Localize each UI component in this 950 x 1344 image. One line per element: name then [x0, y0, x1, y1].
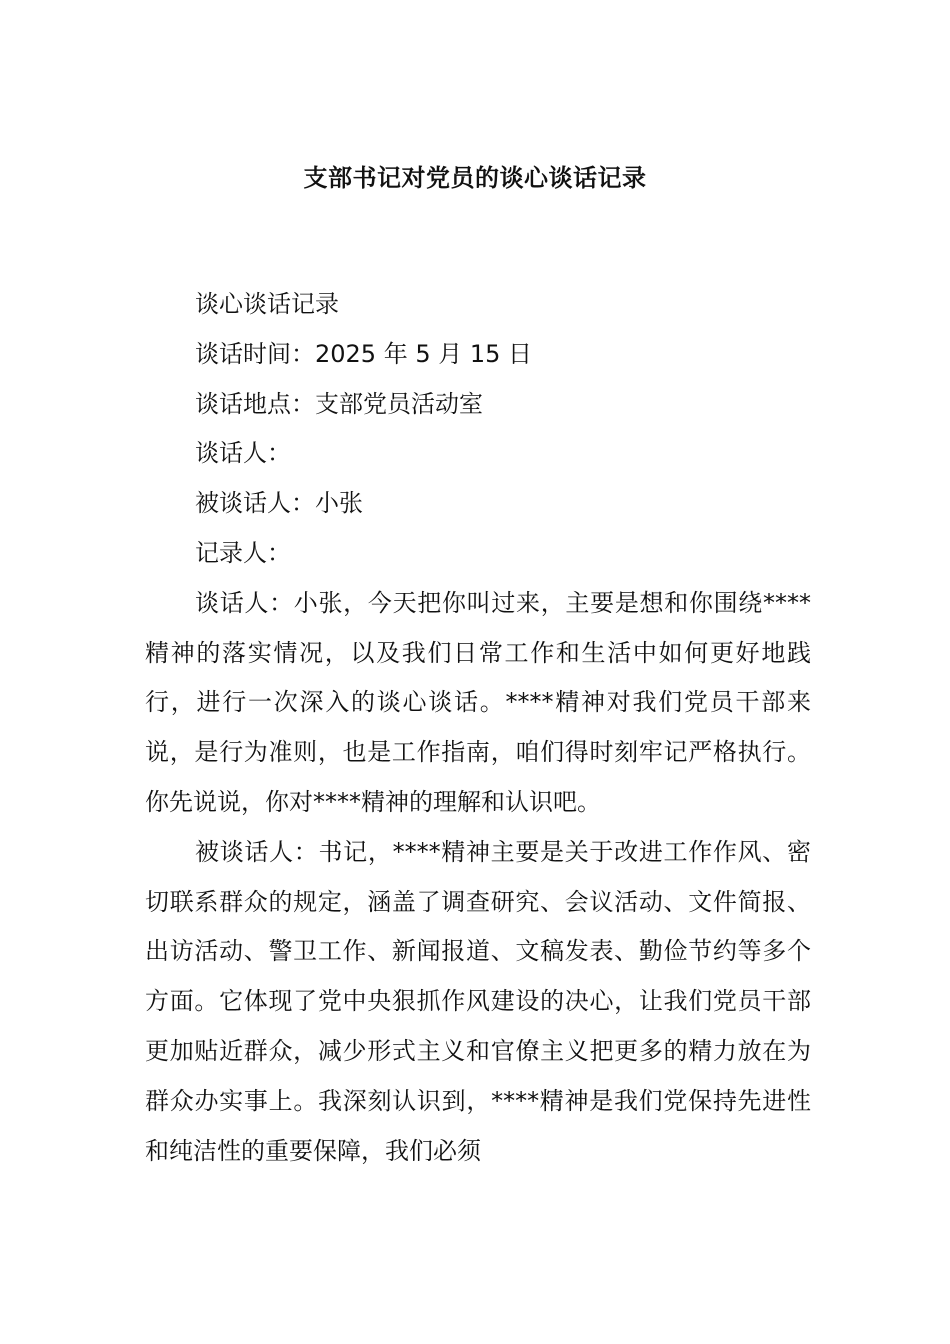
talk-speaker: 谈话人：	[195, 439, 291, 468]
talk-recorder: 记录人：	[195, 538, 291, 567]
document-title: 支部书记对党员的谈心谈话记录	[303, 164, 647, 192]
talk-time: 谈话时间：2025 年 5 月 15 日	[195, 339, 533, 368]
paragraph-speaker: 谈话人：小张，今天把你叫过来，主要是想和你围绕****精神的落实情况，以及我们日常工作和生活中如何更好地践行，进行一次深入的谈心谈话。****精神对我们党员干部来说，是行为准则，也是工作指南，咱们得时刻牢记严格执行。你先说说，你对****精神的理解和认识吧。	[145, 588, 811, 816]
document-body	[145, 280, 811, 1176]
talk-place: 谈话地点：支部党员活动室	[195, 389, 483, 418]
record-heading: 谈心谈话记录	[195, 290, 339, 318]
paragraph-interviewee: 被谈话人：书记，****精神主要是关于改进工作作风、密切联系群众的规定，涵盖了调查研究、会议活动、文件简报、出访活动、警卫工作、新闻报道、文稿发表、勤俭节约等多个方面。它体现了党中央狠抓作风建设的决心，让我们党员干部更加贴近群众，减少形式主义和官僚主义把更多的精力放在为群众办实事上。我深刻认识到，****精神是我们党保持先进性和纯洁性的重要保障，我们必须	[145, 837, 811, 1165]
talk-interviewee: 被谈话人：小张	[195, 489, 363, 518]
